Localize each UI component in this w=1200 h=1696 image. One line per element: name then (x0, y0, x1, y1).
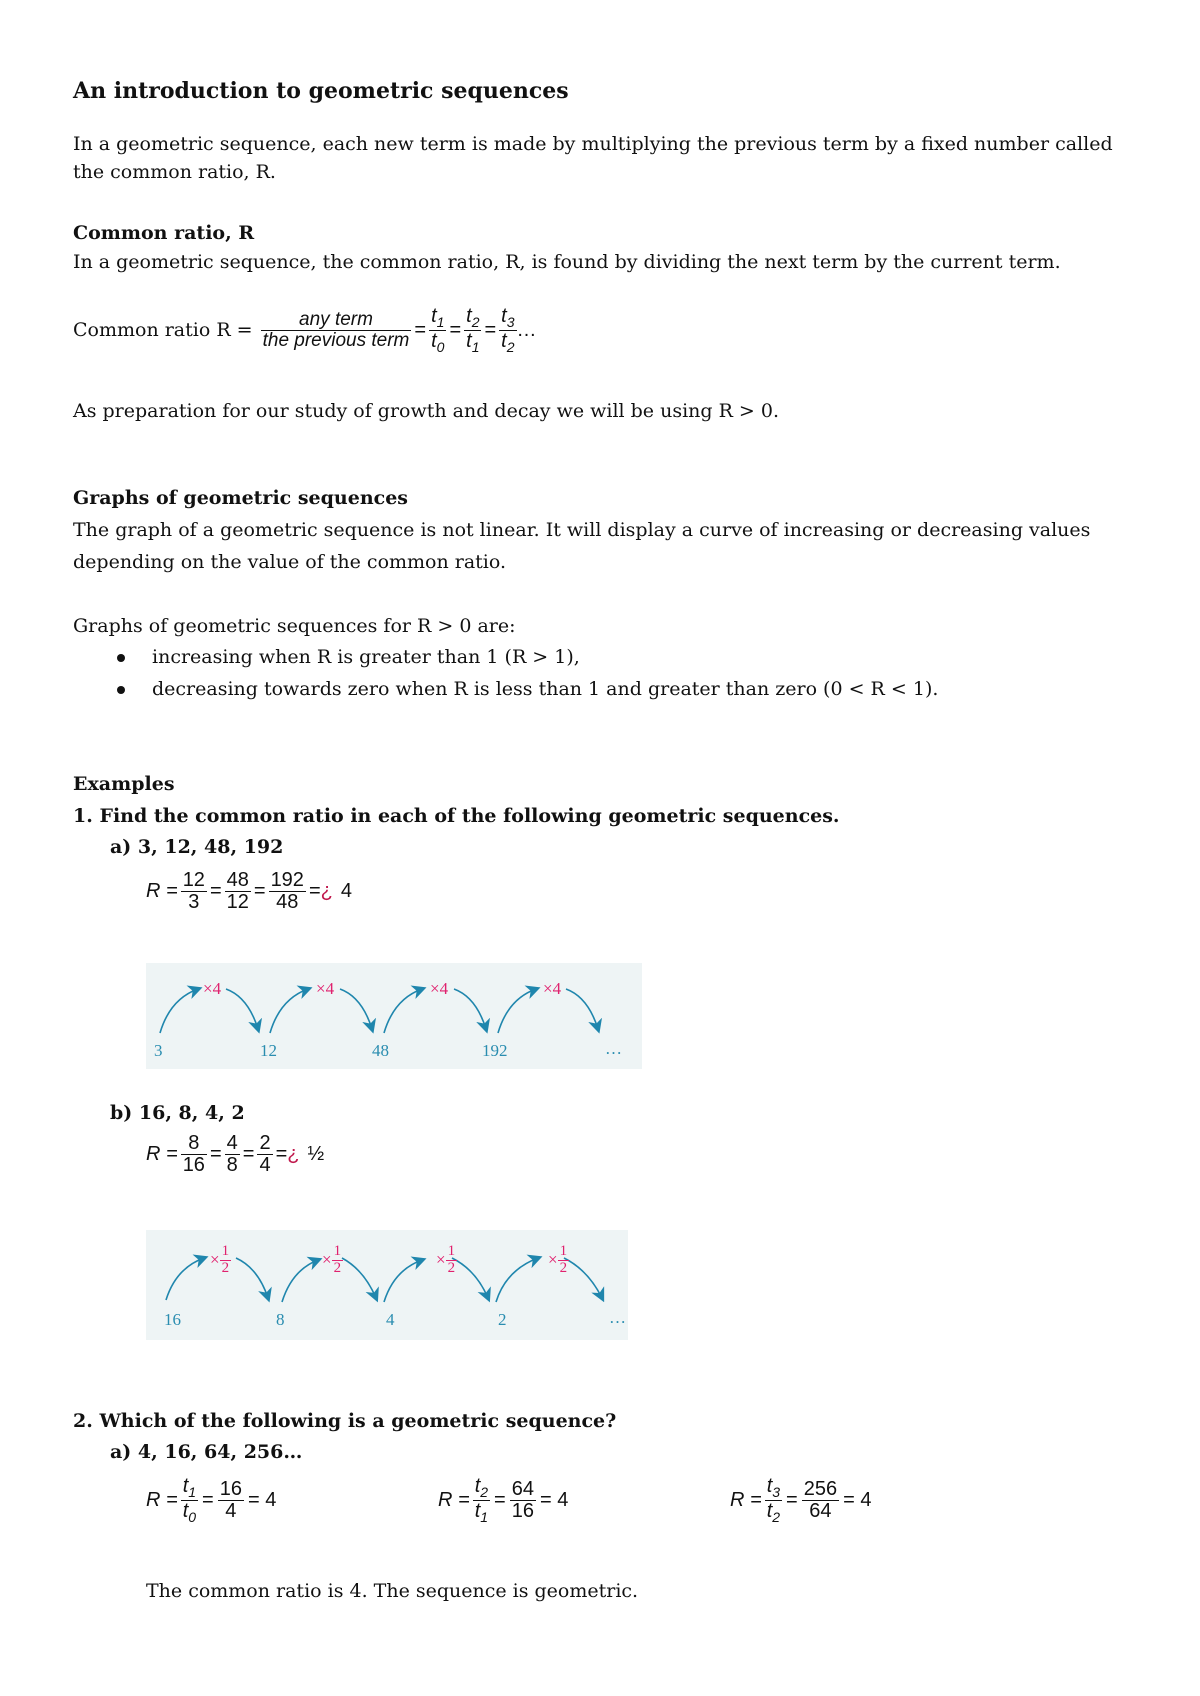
graphs-intro: Graphs of geometric sequences for R > 0 are: (73, 615, 516, 637)
question-2: 2. Which of the following is a geometric sequence? (73, 1410, 617, 1432)
result: 4 (340, 880, 352, 902)
bullet-item-1: increasing when R is greater than 1 (R > 1), (152, 646, 580, 668)
common-ratio-heading: Common ratio, R (73, 222, 255, 244)
fraction-numerator: 4 (226, 1132, 238, 1154)
fraction-denominator: 16 (182, 1154, 205, 1176)
multiplier-numerator: 1 (447, 1243, 456, 1259)
subscript: 1 (188, 1484, 197, 1500)
graphs-line-1: The graph of a geometric sequence is not linear. It will display a curve of increasing or decreasing values (73, 519, 1091, 541)
question-2a: a) 4, 16, 64, 256… (110, 1441, 303, 1463)
common-ratio-formula: Common ratio R = $\frac{\text{any term}}{\text{the previous term}}$ = $\frac{t_1}{t_0}$ = $\frac{t_2}{t_1}$ = $\frac{t_3}{t_2}$ … (73, 305, 537, 355)
fraction-numerator: 2 (259, 1132, 271, 1154)
sequence-diagram-a (146, 963, 642, 1069)
multiplier-denominator: 2 (559, 1259, 568, 1276)
fraction-numerator: 12 (182, 869, 205, 891)
page-title: An introduction to geometric sequences (73, 78, 569, 104)
result: = 4 (843, 1488, 872, 1511)
fraction-denominator: 4 (259, 1154, 271, 1176)
fraction-denominator: 48 (276, 891, 299, 913)
multiplier-label: ×4 (316, 979, 335, 998)
question-1: 1. Find the common ratio in each of the following geometric sequences. (73, 805, 840, 827)
fraction-denominator: 12 (226, 891, 249, 913)
sequence-term: 2 (498, 1310, 507, 1329)
prep-text: As preparation for our study of growth and decay we will be using R > 0. (73, 400, 780, 422)
equation-1a: R = $\frac{12}{3}$ = $\frac{48}{12}$ = $\frac{192}{48}$ =¿ 4 (146, 869, 352, 913)
fraction-denominator: 16 (511, 1499, 534, 1522)
multiplier-denominator: 2 (221, 1259, 230, 1276)
formula-t2-t1: $\frac{t_2}{t_1}$ (466, 305, 480, 355)
question-1a: a) 3, 12, 48, 192 (110, 836, 284, 858)
sequence-term: 48 (372, 1041, 389, 1060)
multiply-sign: × (436, 1250, 446, 1270)
bullet-dot (117, 686, 125, 694)
equation-1b: R = $\frac{8}{16}$ = $\frac{4}{8}$ = $\frac{2}{4}$ =¿ ½ (146, 1132, 325, 1176)
sequence-ellipsis: … (605, 1039, 622, 1058)
equation-2a-2: R = $\frac{t_2}{t_1}$ = $\frac{64}{16}$ = 4 (438, 1475, 569, 1525)
r-label: R = (146, 1143, 178, 1165)
sequence-term: 192 (482, 1041, 508, 1060)
sequence-ellipsis: … (609, 1308, 626, 1327)
formula-t1-t0: $\frac{t_1}{t_0}$ (431, 305, 445, 355)
multiplier-label: ×4 (430, 979, 449, 998)
question-1b: b) 16, 8, 4, 2 (110, 1102, 245, 1124)
formula-denominator: the previous term (262, 329, 410, 351)
fraction-numerator: 256 (803, 1477, 838, 1500)
result: ½ (307, 1143, 325, 1165)
subscript: 3 (772, 1484, 781, 1500)
fraction-denominator: 3 (188, 891, 200, 913)
multiplier-denominator: 2 (447, 1259, 456, 1276)
equation-2a-3: R = $\frac{t_3}{t_2}$ = $\frac{256}{64}$ = 4 (730, 1475, 872, 1525)
fraction-numerator: 16 (219, 1477, 242, 1500)
multiplier-label (548, 1244, 569, 1277)
multiplier-label (210, 1244, 231, 1277)
fraction-denominator: 4 (225, 1499, 237, 1522)
conclusion-2a: The common ratio is 4. The sequence is geometric. (146, 1580, 639, 1602)
fraction-numerator: 48 (226, 869, 249, 891)
sequence-term: 4 (386, 1310, 395, 1329)
formula-numerator: any term (261, 310, 412, 331)
equation-2a-1: R = $\frac{t_1}{t_0}$ = $\frac{16}{4}$ = 4 (146, 1475, 277, 1525)
fraction-numerator: 64 (511, 1477, 534, 1500)
multiplier-label (436, 1244, 457, 1277)
subscript: 2 (480, 1484, 489, 1500)
multiplier-label: ×4 (543, 979, 562, 998)
sequence-term: 3 (154, 1041, 163, 1060)
bullet-dot (117, 654, 125, 662)
formula-label: Common ratio R = (73, 319, 253, 342)
multiply-sign: × (548, 1250, 558, 1270)
common-ratio-text: In a geometric sequence, the common ratio, R, is found by dividing the next term by the current term. (73, 251, 1061, 273)
subscript: 0 (188, 1508, 197, 1525)
multiplier-label (322, 1244, 343, 1277)
intro-line-2: the common ratio, R. (73, 161, 276, 183)
sequence-term: 8 (276, 1310, 285, 1329)
sequence-term: 12 (260, 1041, 277, 1060)
subscript: 1 (480, 1508, 489, 1525)
multiplier-numerator: 1 (559, 1243, 568, 1259)
fraction-denominator: 64 (809, 1499, 832, 1522)
result: = 4 (539, 1488, 569, 1511)
multiplier-label: ×4 (203, 979, 222, 998)
multiplier-denominator: 2 (333, 1259, 342, 1276)
r-label: R = (146, 880, 178, 902)
multiply-sign: × (322, 1250, 332, 1270)
graphs-line-2: depending on the value of the common ratio. (73, 551, 507, 573)
examples-heading: Examples (73, 773, 175, 795)
fraction-numerator: 8 (181, 1133, 207, 1155)
r-label: R = (730, 1488, 762, 1511)
sequence-diagram-b (146, 1230, 628, 1340)
formula-t3-t2: $\frac{t_3}{t_2}$ (501, 305, 515, 355)
graphs-heading: Graphs of geometric sequences (73, 487, 408, 509)
bullet-item-2: decreasing towards zero when R is less than 1 and greater than zero (0 < R < 1). (152, 678, 939, 700)
intro-line-1: In a geometric sequence, each new term is made by multiplying the previous term by a fixed number called (73, 133, 1113, 155)
multiplier-numerator: 1 (221, 1243, 230, 1259)
subscript: 2 (772, 1508, 781, 1525)
sequence-term: 16 (164, 1310, 181, 1329)
result: = 4 (247, 1488, 277, 1511)
r-label: R = (438, 1488, 470, 1511)
r-label: R = (146, 1488, 178, 1511)
formula-ellipsis: … (516, 318, 537, 341)
fraction-numerator: 192 (270, 869, 304, 891)
formula-fraction (261, 310, 412, 351)
multiply-sign: × (210, 1250, 220, 1270)
fraction-denominator: 8 (226, 1154, 238, 1176)
multiplier-numerator: 1 (333, 1243, 342, 1259)
